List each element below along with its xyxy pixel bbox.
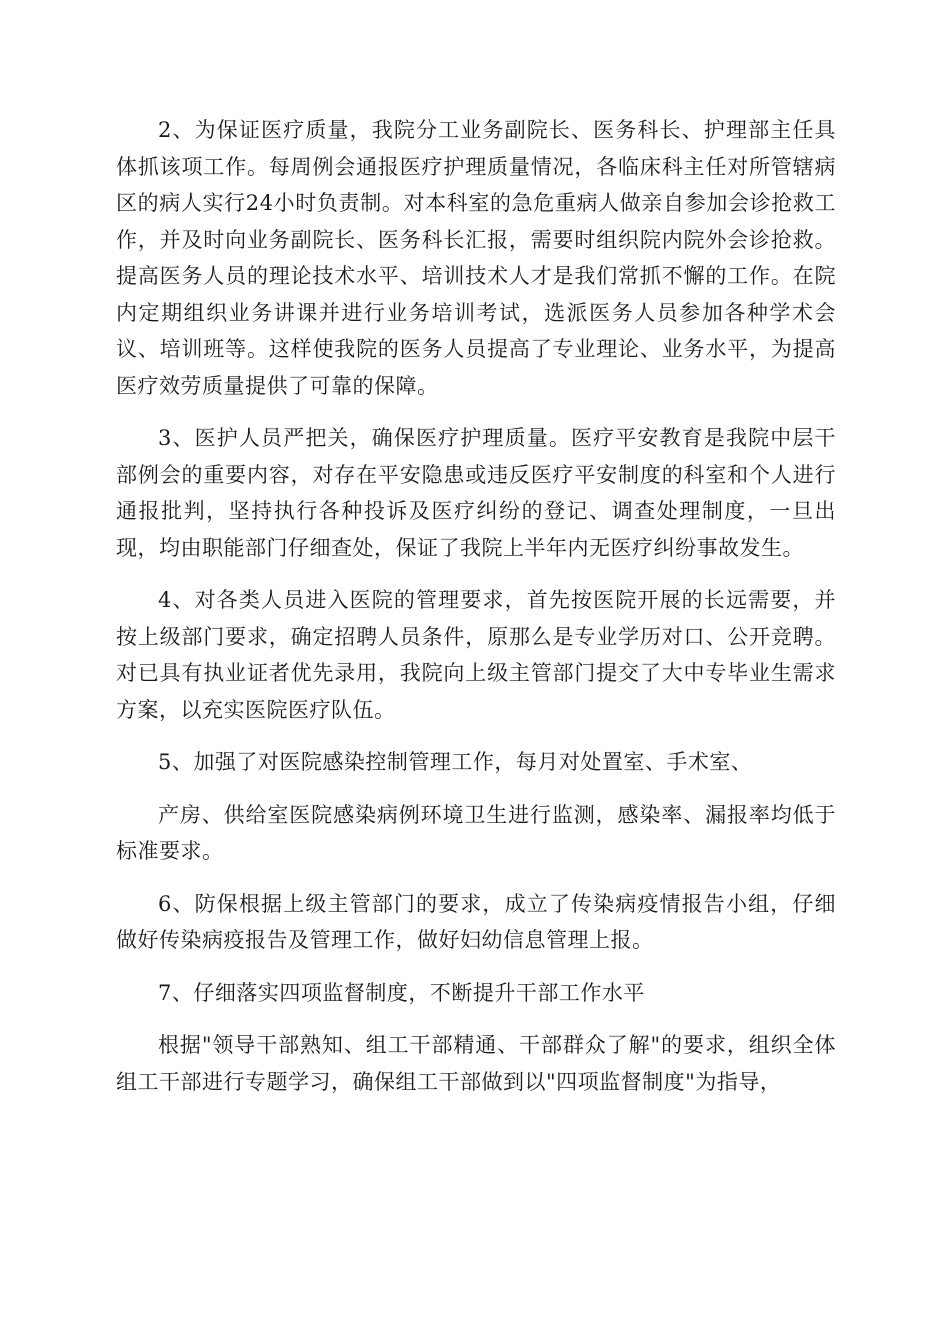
paragraph-6: 6、防保根据上级主管部门的要求，成立了传染病疫情报告小组，仔细做好传染病疫报告及管理工作，做好妇幼信息管理上报。 — [116, 891, 836, 952]
paragraph-7-heading: 7、仔细落实四项监督制度，不断提升干部工作水平 — [158, 980, 645, 1005]
paragraph-7-body: 根据"领导干部熟知、组工干部精通、干部群众了解"的要求，组织全体组工干部进行专题学习，确保组工干部做到以"四项监督制度"为指导， — [116, 1033, 836, 1094]
document-body — [116, 112, 836, 1116]
paragraph-3: 3、医护人员严把关，确保医疗护理质量。医疗平安教育是我院中层干部例会的重要内容，对存在平安隐患或违反医疗平安制度的科室和个人进行通报批判，坚持执行各种投诉及医疗纠纷的登记、调查处理制度，一旦出现，均由职能部门仔细查处，保证了我院上半年内无医疗纠纷事故发生。 — [116, 426, 836, 560]
paragraph-5-continued: 产房、供给室医院感染病例环境卫生进行监测，感染率、漏报率均低于标准要求。 — [116, 802, 836, 863]
paragraph-4: 4、对各类人员进入医院的管理要求，首先按医院开展的长远需要，并按上级部门要求，确定招聘人员条件，原那么是专业学历对口、公开竞聘。对已具有执业证者优先录用，我院向上级主管部门提交了大中专毕业生需求方案，以充实医院医疗队伍。 — [116, 588, 836, 722]
paragraph-5: 5、加强了对医院感染控制管理工作，每月对处置室、手术室、 — [158, 750, 753, 774]
paragraph-2: 2、为保证医疗质量，我院分工业务副院长、医务科长、护理部主任具体抓该项工作。每周例会通报医疗护理质量情况，各临床科主任对所管辖病区的病人实行24小时负责制。对本科室的急危重病人做亲自参加会诊抢救工作，并及时向业务副院长、医务科长汇报，需要时组织院内院外会诊抢救。提高医务人员的理论技术水平、培训技术人才是我们常抓不懈的工作。在院内定期组织业务讲课并进行业务培训考试，选派医务人员参加各种学术会议、培训班等。这样使我院的医务人员提高了专业理论、业务水平，为提高医疗效劳质量提供了可靠的保障。 — [116, 118, 836, 398]
